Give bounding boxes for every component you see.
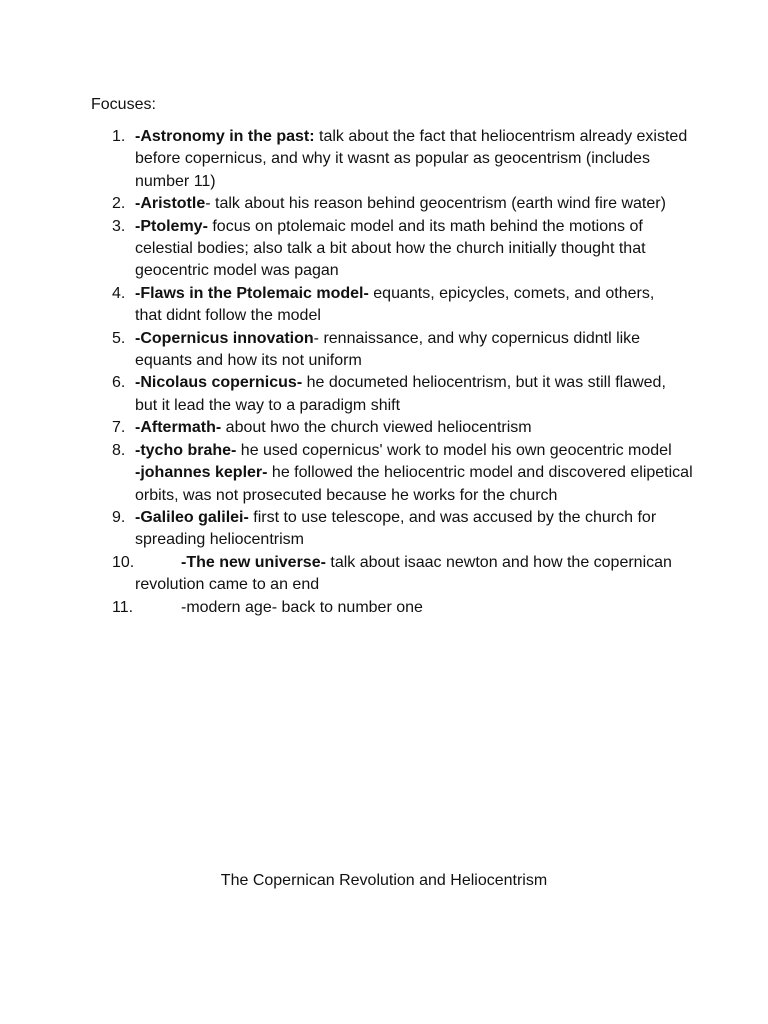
item-title: -Copernicus innovation (135, 329, 314, 347)
item-number: 7. (112, 419, 126, 437)
item-number: 2. (112, 195, 126, 213)
item-text: - rennaissance, and why copernicus didntl like equants and how its not uniform (135, 329, 641, 370)
item-title: -Ptolemy- (135, 217, 208, 235)
item-number: 6. (112, 374, 126, 392)
item-indent (135, 554, 181, 571)
item-text: talk about isaac newton and how the copernican revolution came to an end (135, 553, 672, 594)
focuses-heading: Focuses: (91, 96, 156, 113)
document-title: The Copernican Revolution and Heliocentrism (220, 872, 548, 889)
list-item-6 (0, 372, 768, 417)
item-title: -Aristotle (135, 195, 206, 213)
list-item-1 (0, 126, 768, 193)
list-item-9 (0, 507, 768, 552)
item-title: -tycho brahe- (135, 441, 237, 459)
item-number: 3. (112, 217, 126, 235)
item-title: -The new universe- (181, 553, 326, 571)
item-text: he used copernicus' work to model his own geocentric model (236, 441, 672, 459)
item-text: he documeted heliocentrism, but it was still flawed, but it lead the way to a paradigm shift (135, 374, 666, 414)
item-text: talk about the fact that heliocentrism already existed before copernicus, and why it wasnt as popular as geocentrism (includes number 11) (135, 128, 688, 190)
item-number: 1. (112, 128, 126, 145)
list-item-8-sub (0, 462, 768, 507)
item-title: -Nicolaus copernicus- (135, 374, 303, 392)
list-item-4 (0, 283, 768, 328)
item-text: focus on ptolemaic model and its math behind the motions of celestial bodies; also talk a bit about how the church initially thought that geocentric model was pagan (135, 217, 646, 280)
list-item-7 (0, 417, 768, 439)
item-title: -Astronomy in the past: (135, 128, 315, 145)
list-item-8 (0, 440, 768, 462)
list-item-11 (0, 597, 768, 619)
item-number: 10. (112, 553, 135, 571)
item-title: -Aftermath- (135, 419, 222, 437)
item-text: equants, epicycles, comets, and others, that didnt follow the model (135, 284, 655, 325)
list-item-2 (0, 193, 768, 215)
item-number: 9. (112, 508, 126, 526)
item-text: first to use telescope, and was accused by the church for spreading heliocentrism (135, 508, 657, 549)
item-title: -johannes kepler- (135, 464, 268, 482)
list-item-10 (0, 552, 768, 597)
item-number: 11. (112, 598, 134, 616)
item-number: 4. (112, 284, 126, 302)
focus-list (0, 126, 768, 619)
item-text: - talk about his reason behind geocentrism (earth wind fire water) (205, 195, 666, 213)
item-text: about hwo the church viewed heliocentrism (221, 419, 532, 437)
item-number: 5. (112, 329, 126, 347)
list-item-5 (0, 328, 768, 373)
item-text: -modern age- back to number one (181, 598, 423, 616)
item-text: he followed the heliocentric model and discovered elipetical orbits, was not prosecuted because he works for the church (135, 464, 693, 504)
item-number: 8. (112, 441, 126, 459)
item-title: -Galileo galilei- (135, 508, 249, 526)
list-item-3 (0, 216, 768, 283)
item-title: -Flaws in the Ptolemaic model- (135, 284, 369, 302)
item-indent (135, 599, 181, 616)
